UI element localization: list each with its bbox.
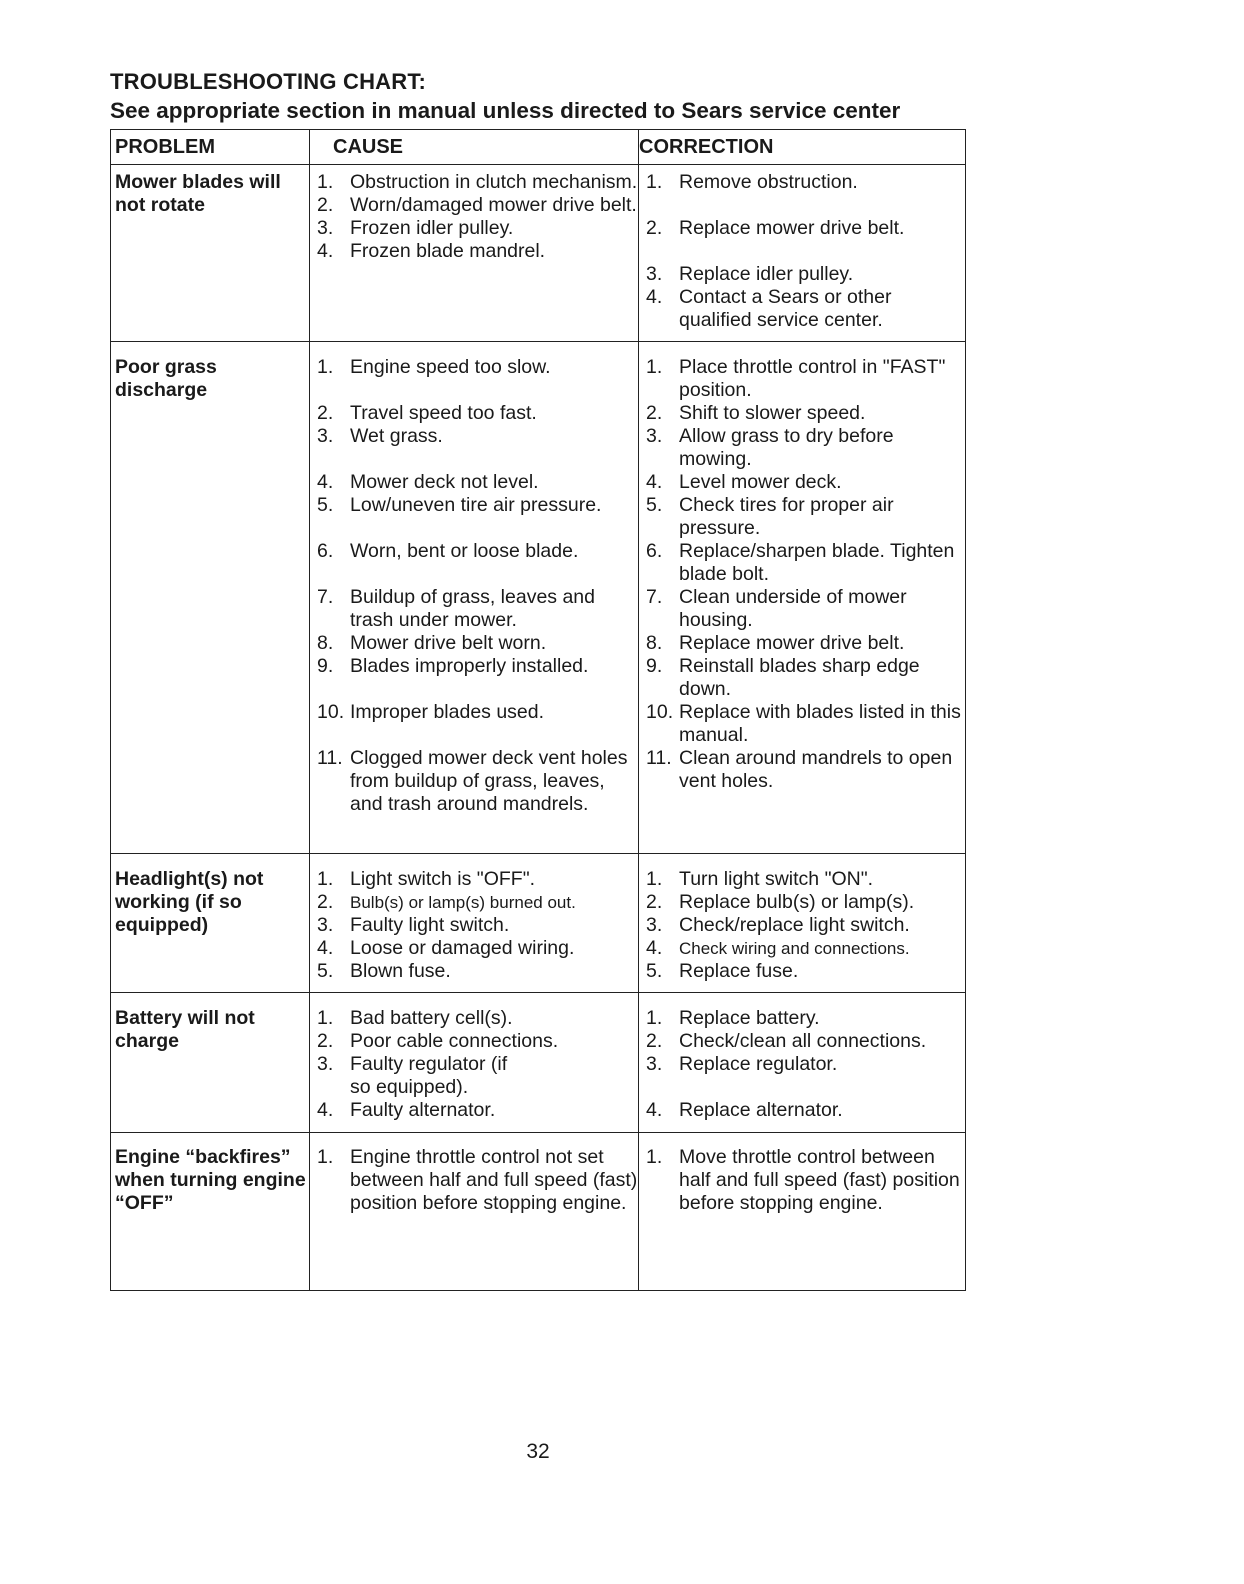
item-text: Faulty alternator. <box>350 1099 496 1121</box>
item-number: 1. <box>317 868 334 890</box>
cause-item <box>317 194 641 217</box>
item-text: Engine throttle control not set between half and full speed (fast) position before stopping engine. <box>350 1146 638 1214</box>
cause-item <box>317 586 641 632</box>
problem-cell: Battery will not charge <box>115 1007 255 1052</box>
cause-item <box>317 914 641 937</box>
item-text: Replace bulb(s) or lamp(s). <box>679 891 915 913</box>
cause-item <box>317 937 641 960</box>
item-text: Clogged mower deck vent holes from buildup of grass, leaves, and trash around mandrels. <box>350 747 628 815</box>
item-number: 2. <box>317 194 334 216</box>
row-divider <box>111 992 965 993</box>
item-text: Replace mower drive belt. <box>679 217 905 239</box>
item-number: 3. <box>646 1053 663 1075</box>
item-number: 3. <box>646 914 663 936</box>
item-text: Clean underside of mower housing. <box>679 586 907 631</box>
item-number: 1. <box>646 1146 663 1168</box>
correction-item <box>646 1053 966 1076</box>
item-text: Replace with blades listed in this manual. <box>679 701 961 746</box>
cause-item <box>317 960 641 983</box>
item-number: 10. <box>646 701 674 723</box>
item-number: 7. <box>317 586 334 608</box>
item-number: 2. <box>646 1030 663 1052</box>
cause-item <box>317 171 641 194</box>
item-text: Poor cable connections. <box>350 1030 559 1052</box>
item-text: Clean around mandrels to open vent holes. <box>679 747 953 792</box>
item-number: 9. <box>646 655 663 677</box>
item-text: Contact a Sears or other qualified service center. <box>679 286 892 331</box>
cause-item <box>317 402 641 425</box>
item-text: Light switch is "OFF". <box>350 868 536 890</box>
item-text: Worn/damaged mower drive belt. <box>350 194 637 216</box>
correction-item <box>646 286 966 332</box>
item-text: Check/replace light switch. <box>679 914 910 936</box>
item-number: 5. <box>646 960 663 982</box>
item-text: Improper blades used. <box>350 701 545 723</box>
item-number: 5. <box>317 960 334 982</box>
item-text: Replace alternator. <box>679 1099 843 1121</box>
correction-item <box>646 217 966 240</box>
item-number: 4. <box>317 471 334 493</box>
troubleshooting-table <box>110 129 966 1291</box>
item-number: 3. <box>646 263 663 285</box>
header-problem: PROBLEM <box>115 136 215 158</box>
item-text: Replace fuse. <box>679 960 799 982</box>
row-divider <box>111 341 965 342</box>
correction-item <box>646 263 966 286</box>
cause-item <box>317 240 641 263</box>
item-number: 1. <box>646 1007 663 1029</box>
correction-item <box>646 937 966 960</box>
item-number: 8. <box>317 632 334 654</box>
item-number: 11. <box>317 747 343 769</box>
page-subtitle: See appropriate section in manual unless directed to Sears service center <box>110 98 901 123</box>
item-text: Bulb(s) or lamp(s) burned out. <box>350 893 576 912</box>
item-number: 10. <box>317 701 345 723</box>
cause-item <box>317 1099 641 1122</box>
item-number: 1. <box>317 356 334 378</box>
item-text: Reinstall blades sharp edge down. <box>679 655 920 700</box>
cause-item <box>317 1053 530 1099</box>
header-correction: CORRECTION <box>639 136 774 158</box>
item-text: Faulty light switch. <box>350 914 510 936</box>
cause-item <box>317 356 641 379</box>
correction-item <box>646 402 966 425</box>
item-text: Bad battery cell(s). <box>350 1007 513 1029</box>
item-text: Blades improperly installed. <box>350 655 589 677</box>
item-number: 9. <box>317 655 334 677</box>
cause-list <box>317 1146 641 1215</box>
correction-item <box>646 171 966 194</box>
item-number: 3. <box>317 217 334 239</box>
item-text: Loose or damaged wiring. <box>350 937 575 959</box>
item-text: Level mower deck. <box>679 471 842 493</box>
item-number: 8. <box>646 632 663 654</box>
item-number: 4. <box>317 240 334 262</box>
item-text: Check wiring and connections. <box>679 939 910 958</box>
cause-item <box>317 425 641 448</box>
correction-item <box>646 1146 966 1215</box>
cause-list <box>317 356 641 816</box>
item-number: 4. <box>646 286 663 308</box>
cause-item <box>317 701 641 724</box>
correction-list <box>646 1146 966 1215</box>
item-number: 4. <box>646 937 663 959</box>
problem-cell: Poor grass discharge <box>115 356 217 401</box>
item-number: 4. <box>646 471 663 493</box>
item-number: 3. <box>317 1053 334 1075</box>
item-text: Obstruction in clutch mechanism. <box>350 171 638 193</box>
item-text: Turn light switch "ON". <box>679 868 874 890</box>
item-text: Travel speed too fast. <box>350 402 537 424</box>
cause-item <box>317 1146 641 1215</box>
cause-list <box>317 171 641 263</box>
item-text: Low/uneven tire air pressure. <box>350 494 602 516</box>
cause-item <box>317 747 641 816</box>
correction-item <box>646 425 966 471</box>
row-divider <box>111 1132 965 1133</box>
item-number: 2. <box>317 1030 334 1052</box>
item-text: Replace/sharpen blade. Tighten blade bolt. <box>679 540 955 585</box>
correction-item <box>646 868 966 891</box>
item-number: 1. <box>646 356 663 378</box>
item-number: 11. <box>646 747 672 769</box>
cause-item <box>317 632 641 655</box>
cause-item <box>317 494 641 517</box>
page-title: TROUBLESHOOTING CHART: <box>110 69 427 94</box>
correction-item <box>646 914 966 937</box>
item-text: Move throttle control between half and full speed (fast) position before stopping engine. <box>679 1146 960 1214</box>
cause-item <box>317 471 641 494</box>
item-text: Frozen blade mandrel. <box>350 240 546 262</box>
item-number: 2. <box>317 402 334 424</box>
correction-item <box>646 701 966 747</box>
item-text: Frozen idler pulley. <box>350 217 514 239</box>
item-number: 1. <box>646 171 663 193</box>
cause-item <box>317 655 641 678</box>
item-text: Replace mower drive belt. <box>679 632 905 654</box>
item-text: Remove obstruction. <box>679 171 858 193</box>
row-divider <box>111 853 965 854</box>
item-text: Replace regulator. <box>679 1053 838 1075</box>
correction-item <box>646 1099 966 1122</box>
correction-item <box>646 471 966 494</box>
correction-item <box>646 1030 966 1053</box>
header-divider <box>111 164 965 165</box>
item-number: 1. <box>317 1146 334 1168</box>
item-text: Replace battery. <box>679 1007 820 1029</box>
item-number: 4. <box>646 1099 663 1121</box>
item-number: 2. <box>646 891 663 913</box>
item-number: 3. <box>317 425 334 447</box>
item-text: Worn, bent or loose blade. <box>350 540 579 562</box>
item-text: Shift to slower speed. <box>679 402 866 424</box>
item-number: 3. <box>317 914 334 936</box>
correction-item <box>646 586 966 632</box>
column-divider <box>309 130 310 1290</box>
correction-item <box>646 356 966 402</box>
correction-list <box>646 868 966 983</box>
item-number: 3. <box>646 425 663 447</box>
item-text: Buildup of grass, leaves and trash under mower. <box>350 586 595 631</box>
cause-list <box>317 1007 641 1122</box>
correction-item <box>646 632 966 655</box>
problem-cell: Mower blades will not rotate <box>115 171 281 216</box>
correction-item <box>646 960 966 983</box>
page-number: 32 <box>526 1440 550 1463</box>
item-number: 6. <box>646 540 663 562</box>
item-text: Place throttle control in "FAST" position. <box>679 356 946 401</box>
cause-item <box>317 217 641 240</box>
item-number: 2. <box>646 217 663 239</box>
item-text: Allow grass to dry before mowing. <box>679 425 894 470</box>
item-text: Faulty regulator (if so equipped). <box>350 1053 508 1098</box>
item-text: Blown fuse. <box>350 960 451 982</box>
correction-item <box>646 655 966 701</box>
correction-item <box>646 747 966 793</box>
item-text: Check/clean all connections. <box>679 1030 927 1052</box>
cause-list <box>317 868 641 983</box>
correction-list <box>646 356 966 793</box>
item-number: 4. <box>317 1099 334 1121</box>
problem-cell: Engine “backfires” when turning engine “OFF” <box>115 1146 306 1214</box>
problem-cell: Headlight(s) not working (if so equipped) <box>115 868 264 936</box>
item-number: 2. <box>317 891 334 913</box>
item-number: 5. <box>646 494 663 516</box>
header-cause: CAUSE <box>333 136 404 158</box>
cause-item <box>317 540 641 563</box>
correction-item <box>646 494 966 540</box>
item-text: Replace idler pulley. <box>679 263 854 285</box>
correction-list <box>646 1007 966 1122</box>
correction-item <box>646 540 966 586</box>
cause-item <box>317 1030 641 1053</box>
correction-item <box>646 891 966 914</box>
item-number: 1. <box>317 171 334 193</box>
item-text: Check tires for proper air pressure. <box>679 494 894 539</box>
item-number: 5. <box>317 494 334 516</box>
item-text: Mower deck not level. <box>350 471 539 493</box>
item-number: 4. <box>317 937 334 959</box>
cause-item <box>317 891 641 914</box>
cause-item <box>317 868 641 891</box>
item-number: 1. <box>317 1007 334 1029</box>
item-text: Wet grass. <box>350 425 443 447</box>
item-number: 1. <box>646 868 663 890</box>
correction-list <box>646 171 966 332</box>
item-number: 6. <box>317 540 334 562</box>
item-number: 2. <box>646 402 663 424</box>
correction-item <box>646 1007 966 1030</box>
cause-item <box>317 1007 641 1030</box>
item-text: Mower drive belt worn. <box>350 632 547 654</box>
item-text: Engine speed too slow. <box>350 356 551 378</box>
item-number: 7. <box>646 586 663 608</box>
